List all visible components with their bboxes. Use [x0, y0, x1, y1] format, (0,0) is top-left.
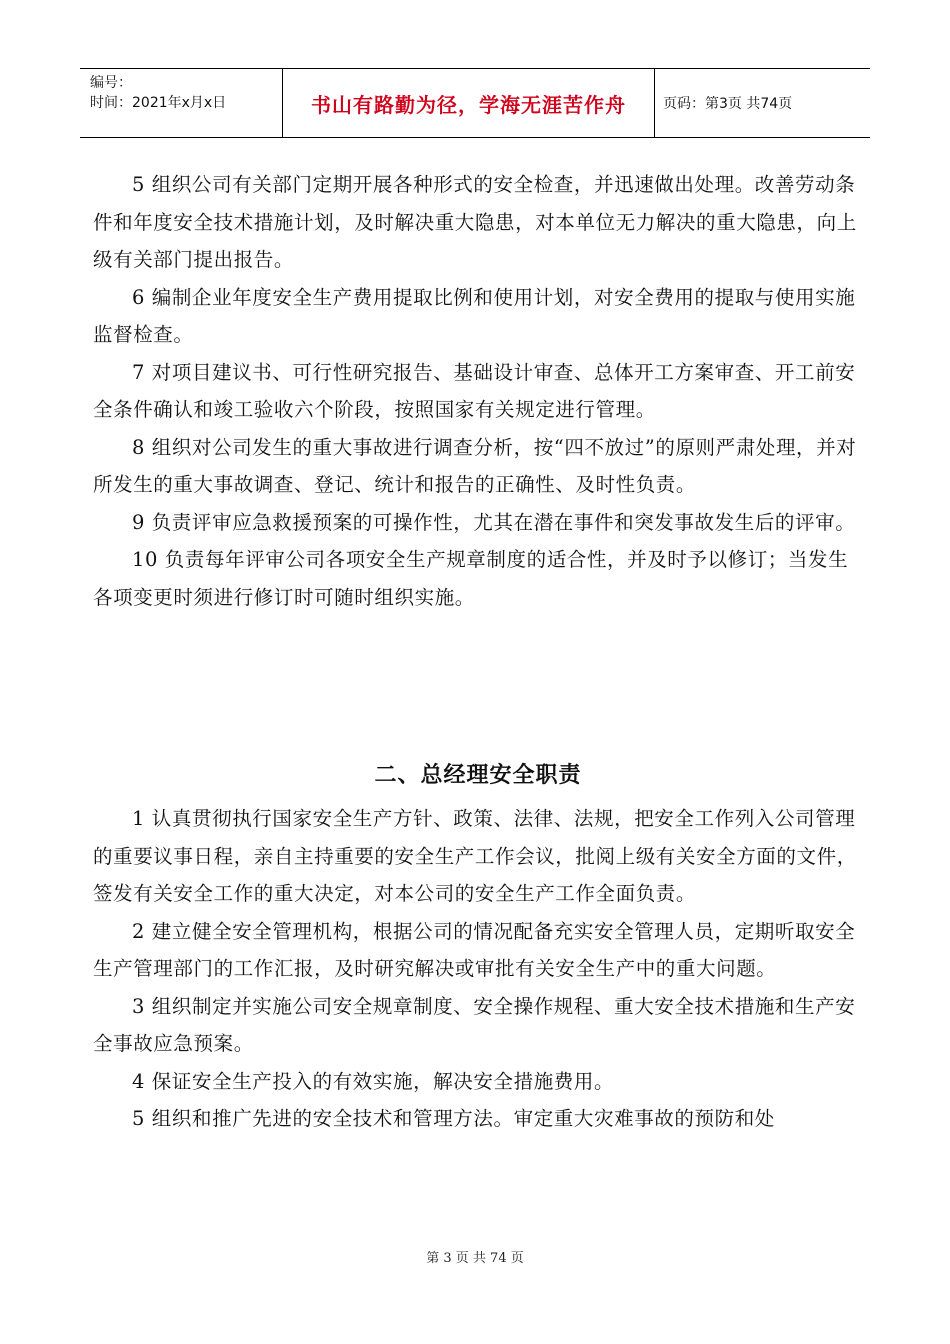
paragraph: 1 认真贯彻执行国家安全生产方针、政策、法律、法规，把安全工作列入公司管理的重要议事日程，亲自主持重要的安全生产工作会议，批阅上级有关安全方面的文件，签发有关安全工作的重大决定，对本公司的安全生产工作全面负责。 [93, 807, 857, 905]
section-title: 二、总经理安全职责 [374, 763, 582, 788]
document-number-label: 编号： [90, 75, 132, 91]
header-meta [80, 69, 283, 137]
paragraph: 6 编制企业年度安全生产费用提取比例和使用计划，对安全费用的提取与使用实施监督检查。 [93, 285, 856, 346]
paragraph: 10 负责每年评审公司各项安全生产规章制度的适合性，并及时予以修订；当发生各项变更时须进行修订时可随时组织实施。 [93, 548, 849, 609]
paragraph: 5 组织和推广先进的安全技术和管理方法。审定重大灾难事故的预防和处 [132, 1107, 775, 1130]
paragraph: 3 组织制定并实施公司安全规章制度、安全操作规程、重大安全技术措施和生产安全事故应急预案。 [93, 994, 856, 1055]
paragraph: 8 组织对公司发生的重大事故进行调查分析，按“四不放过”的原则严肃处理，并对所发生的重大事故调查、登记、统计和报告的正确性、及时性负责。 [93, 435, 857, 496]
paragraph: 7 对项目建议书、可行性研究报告、基础设计审查、总体开工方案审查、开工前安全条件确认和竣工验收六个阶段，按照国家有关规定进行管理。 [93, 360, 856, 421]
page-header [80, 68, 870, 138]
paragraph: 5 组织公司有关部门定期开展各种形式的安全检查，并迅速做出处理。改善劳动条件和年度安全技术措施计划，及时解决重大隐患，对本单位无力解决的重大隐患，向上级有关部门提出报告。 [93, 173, 857, 271]
header-motto: 书山有路勤为径，学海无涯苦作舟 [283, 69, 655, 137]
page-footer: 第 3 页 共 74 页 [426, 1251, 524, 1266]
paragraph: 4 保证安全生产投入的有效实施，解决安全措施费用。 [132, 1069, 615, 1093]
body-part1 [93, 166, 863, 616]
header-page-info: 页码：第3页 共74页 [663, 96, 793, 112]
paragraph: 9 负责评审应急救援预案的可操作性，尤其在潜在事件和突发事故发生后的评审。 [132, 510, 856, 534]
body-part2 [93, 800, 863, 1138]
document-date: 时间：2021年x月x日 [90, 95, 227, 111]
paragraph: 2 建立健全安全管理机构，根据公司的情况配备充实安全管理人员，定期听取安全生产管理部门的工作汇报，及时研究解决或审批有关安全生产中的重大问题。 [93, 919, 856, 980]
